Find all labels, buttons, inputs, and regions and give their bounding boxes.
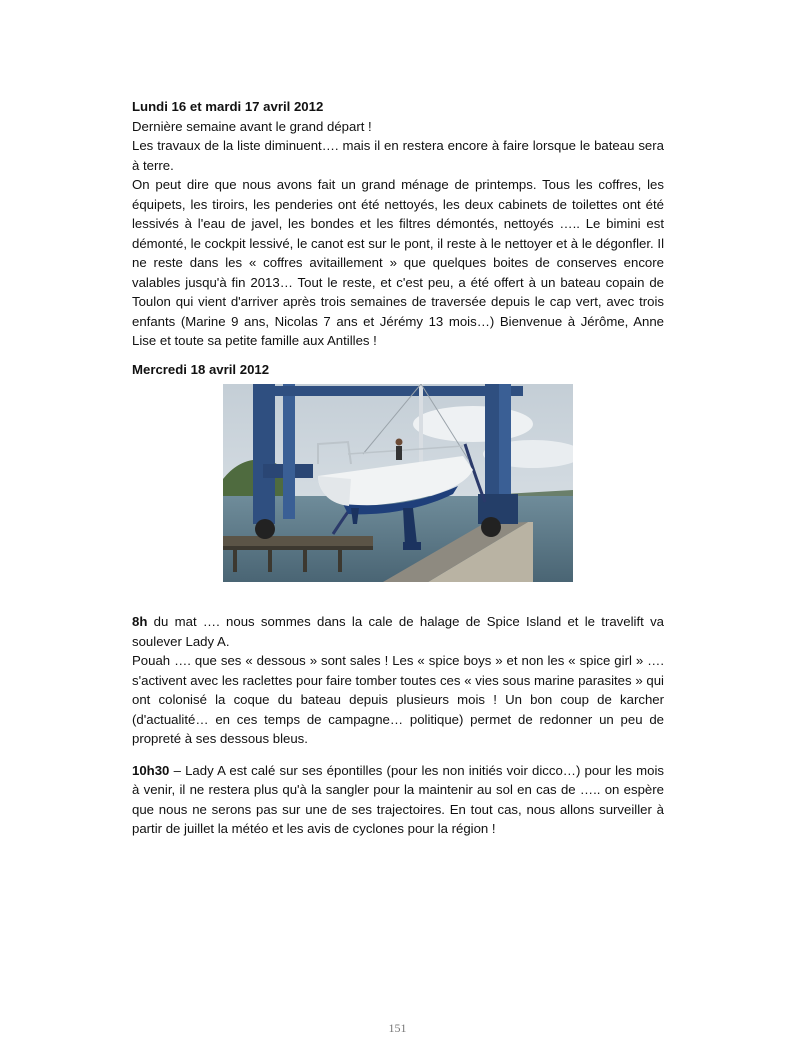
page-content <box>132 97 664 839</box>
paragraph-work-list: Les travaux de la liste diminuent…. mais il en restera encore à faire lorsque le bateau sera à terre. <box>132 138 664 173</box>
photo-container <box>132 384 664 584</box>
paragraph-10h30 <box>132 761 664 839</box>
paragraph-spring-cleaning: On peut dire que nous avons fait un grand ménage de printemps. Tous les coffres, les équipets, les tiroirs, les penderies ont été nettoyés, les deux cabinets de toilettes ont été lessivés à l'eau de javel, les bondes et les filtres démontés, nettoyés ….. Le bimini est démonté, le cockpit lessivé, le canot est sur le pont, il reste à le nettoyer et à le dégonfler. Il ne reste dans les « coffres avitaillement » que quelques boites de conserves encore valables jusqu'à fin 2013… Tout le reste, et c'est peu, a été offert à un bateau copain de Toulon qui vient d'arriver après trois semaines de traversée depuis le cap vert, avec trois enfants (Marine 9 ans, Nicolas 7 ans et Jérémy 13 mois…) Bienvenue à Jérôme, Anne Lise et toute sa petite famille aux Antilles ! <box>132 177 664 348</box>
section-heading-april-18: Mercredi 18 avril 2012 <box>132 361 270 377</box>
text-8h: du mat …. nous sommes dans la cale de halage de Spice Island et le travelift va soulever Lady A. <box>132 614 664 649</box>
time-10h30: 10h30 <box>132 762 170 778</box>
section-heading-april-16-17: Lundi 16 et mardi 17 avril 2012 <box>132 99 324 114</box>
page-number: 151 <box>388 1021 407 1035</box>
text-10h30: – Lady A est calé sur ses épontilles (pour les non initiés voir dicco…) pour les mois à venir, il ne restera plus qu'à la sangler pour la maintenir au sol en cas de ….. on espère que nous ne serons pas sur une de ses trajectoires. En tout cas, nous allons surveiller à partir de juillet la météo et les avis de cyclones pour la région ! <box>132 762 664 836</box>
travelift-boat-photo <box>223 384 573 582</box>
time-8h: 8h <box>132 614 148 629</box>
paragraph-8h <box>132 612 664 651</box>
paragraph-last-week: Dernière semaine avant le grand départ ! <box>132 118 372 134</box>
paragraph-pouah: Pouah …. que ses « dessous » sont sales ! Les « spice boys » et non les « spice girl » …. s'activent avec les raclettes pour faire tomber toutes ces « vies sous marine parasites » qui ont colonisé la coque du bateau depuis plusieurs mois ! Un bon coup de karcher (d'actualité… en ces temps de campagne… politique) permet de redonner un peu de propreté à ses dessous bleus. <box>132 653 664 746</box>
